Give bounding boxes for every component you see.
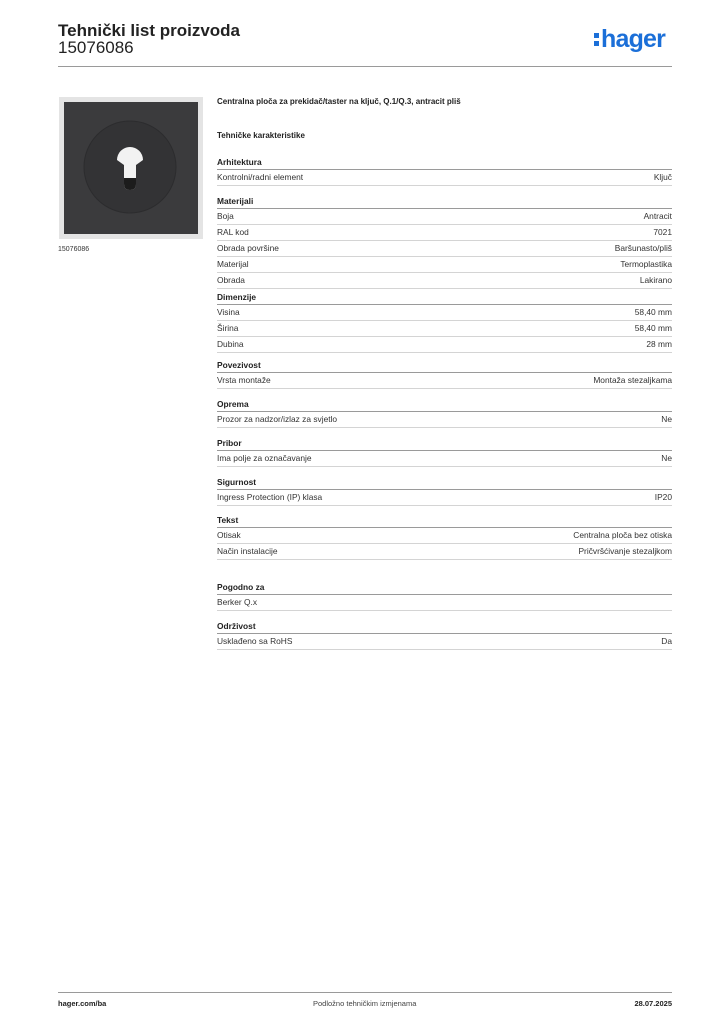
- spec-section: [217, 194, 672, 289]
- spec-section: [217, 475, 672, 506]
- hager-logo[interactable]: [594, 27, 665, 52]
- spec-value: 58,40 mm: [634, 307, 672, 317]
- spec-row: [217, 412, 672, 428]
- cover-plate: [64, 102, 198, 234]
- spec-label: Usklađeno sa RoHS: [217, 636, 293, 646]
- spec-label: Kontrolni/radni element: [217, 172, 304, 182]
- product-name: Centralna ploča za prekidač/taster na ključ, Q.1/Q.3, antracit pliš: [217, 97, 461, 106]
- spec-section: [217, 358, 672, 389]
- spec-section: [217, 513, 672, 560]
- spec-row: [217, 257, 672, 273]
- footer-date: 28.07.2025: [634, 999, 672, 1008]
- spec-label: Vrsta montaže: [217, 375, 271, 385]
- spec-value: Lakirano: [639, 275, 672, 285]
- spec-label: Prozor za nadzor/izlaz za svjetlo: [217, 414, 338, 424]
- section-title: Pribor: [217, 436, 672, 451]
- spec-value: 28 mm: [646, 339, 672, 349]
- spec-label: Visina: [217, 307, 240, 317]
- spec-row: [217, 451, 672, 467]
- spec-label: Ima polje za označavanje: [217, 453, 312, 463]
- section-title: Arhitektura: [217, 155, 672, 170]
- spec-section: [217, 619, 672, 650]
- spec-row: [217, 373, 672, 389]
- spec-value: IP20: [654, 492, 672, 502]
- spec-row: [217, 225, 672, 241]
- spec-value: Ne: [661, 453, 672, 463]
- footer-divider: [58, 992, 672, 993]
- spec-row: [217, 490, 672, 506]
- spec-row: [217, 337, 672, 353]
- spec-label: Dubina: [217, 339, 244, 349]
- section-title: Oprema: [217, 397, 672, 412]
- logo-text: hager: [601, 25, 666, 53]
- key-switch-icon: [64, 102, 198, 234]
- spec-label: Način instalacije: [217, 546, 278, 556]
- spec-value: Baršunasto/pliš: [614, 243, 672, 253]
- header-title: Tehnički list proizvoda: [58, 21, 240, 40]
- section-title: Dimenzije: [217, 290, 672, 305]
- product-image: [59, 97, 203, 239]
- tech-characteristics-title: Tehničke karakteristike: [217, 131, 305, 140]
- spec-label: Materijal: [217, 259, 249, 269]
- spec-section: [217, 397, 672, 428]
- spec-label: Boja: [217, 211, 234, 221]
- spec-row: [217, 305, 672, 321]
- spec-row: [217, 273, 672, 289]
- section-title: Materijali: [217, 194, 672, 209]
- section-title: Povezivost: [217, 358, 672, 373]
- spec-value: Montaža stezaljkama: [593, 375, 672, 385]
- spec-value: Antracit: [643, 211, 672, 221]
- spec-row: [217, 209, 672, 225]
- spec-label: Širina: [217, 323, 239, 333]
- spec-value: 7021: [653, 227, 672, 237]
- spec-value: Pričvršćivanje stezaljkom: [578, 546, 672, 556]
- section-title: Sigurnost: [217, 475, 672, 490]
- spec-section: [217, 580, 672, 611]
- footer-website[interactable]: hager.com/ba: [58, 999, 107, 1008]
- spec-row: [217, 634, 672, 650]
- spec-row: [217, 321, 672, 337]
- spec-row: [217, 170, 672, 186]
- spec-row: [217, 595, 672, 611]
- spec-label: Ingress Protection (IP) klasa: [217, 492, 323, 502]
- spec-label: Obrada: [217, 275, 245, 285]
- header-product-number: 15076086: [58, 38, 134, 57]
- spec-row: [217, 241, 672, 257]
- spec-label: Otisak: [217, 530, 241, 540]
- spec-label: Obrada površine: [217, 243, 279, 253]
- section-title: Održivost: [217, 619, 672, 634]
- spec-value: Ne: [661, 414, 672, 424]
- spec-section: [217, 290, 672, 353]
- spec-value: Da: [661, 636, 672, 646]
- footer-note: Podložno tehničkim izmjenama: [313, 999, 417, 1008]
- spec-section: [217, 436, 672, 467]
- spec-value: 58,40 mm: [634, 323, 672, 333]
- spec-value: Centralna ploča bez otiska: [573, 530, 672, 540]
- spec-section: [217, 155, 672, 186]
- header-divider: [58, 66, 672, 67]
- spec-label: Berker Q.x: [217, 597, 258, 607]
- section-title: Tekst: [217, 513, 672, 528]
- spec-label: RAL kod: [217, 227, 249, 237]
- section-title: Pogodno za: [217, 580, 672, 595]
- spec-value: Termoplastika: [620, 259, 672, 269]
- image-caption: 15076086: [58, 246, 90, 253]
- spec-row: [217, 528, 672, 544]
- logo-dots-icon: [594, 31, 599, 47]
- spec-value: Ključ: [653, 172, 672, 182]
- spec-row: [217, 544, 672, 560]
